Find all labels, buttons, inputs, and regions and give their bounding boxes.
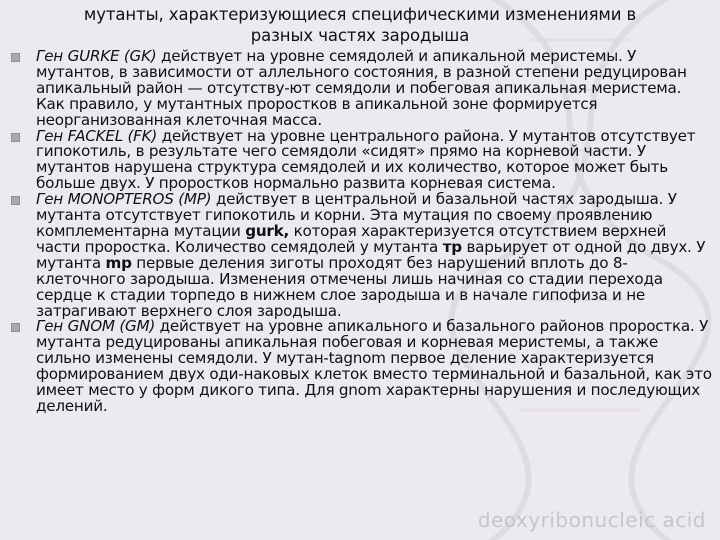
square-bullet-icon bbox=[11, 53, 20, 62]
bullet-list bbox=[10, 49, 712, 415]
bullet-text: действует на уровне апикального и базального районов проростка. У мутанта редуцированы апикальная побеговая и корневая меристемы, а также сильно изменены семядоли. У мутан-tagnom первое деление характеризуется формированием двух оди-наковых клеток вместо терминальной и базальной, как это имеет место у форм дикого типа. Для gnom характерны нарушения и последующих делений. bbox=[36, 317, 712, 415]
square-bullet-icon bbox=[11, 196, 20, 205]
bullet-text: варьирует от одной до двух. У мутанта bbox=[36, 237, 706, 272]
bullet-text: действует на уровне семядолей и апикальной меристемы. У мутантов, в зависимости от аллельного состояния, в разной степени редуцирован апикальный район — отсутству-ют семядоли и побеговая апикальная меристема. Как правило, у мутантных проростков в апикальной зоне формируется неорганизованная клеточная масса. bbox=[36, 47, 687, 129]
bullet-text: первые деления зиготы проходят без нарушений вплоть до 8-клеточного зародыша. Изменения отмечены лишь начиная со стадии перехода сердце к стадии торпедо в нижнем слое зародыша и в начале гипофиза и не затрагивают верхнего слоя зародыша. bbox=[36, 253, 663, 320]
gene-name: Ген GNOM (GM) bbox=[36, 317, 156, 336]
bullet-text: действует в центральной и базальной частях зародыша. У мутанта отсутствует гипокотиль и корни. Эта мутация по своему проявлению комплементарна мутации bbox=[36, 190, 677, 240]
gene-name: Ген FACKEL (FK) bbox=[36, 126, 158, 145]
bullet-text: которая характеризуется отсутствием верхней части проростка. Количество семядолей у мутанта bbox=[36, 221, 667, 256]
square-bullet-icon bbox=[11, 323, 20, 332]
bullet-text: действует на уровне центрального района. У мутантов отсутствует гипокотиль, в результате чего семядоли «сидят» прямо на корневой части. У мутантов нарушена структура семядолей и их количество, которое может быть больше двух. У проростков нормально развита корневая система. bbox=[36, 126, 696, 193]
gene-name: Ген GURKE (GK) bbox=[36, 47, 157, 65]
mutation-name: gurk, bbox=[245, 221, 290, 240]
watermark: deoxyribonucleic acid bbox=[477, 508, 706, 532]
bullet-gnom bbox=[10, 319, 712, 414]
title-line-2: разных частях зародыша bbox=[250, 26, 470, 45]
bullet-gurke bbox=[10, 49, 712, 129]
mutation-name: тр bbox=[442, 237, 462, 256]
square-bullet-icon bbox=[11, 133, 20, 142]
bullet-fackel bbox=[10, 126, 712, 193]
bullet-monopteros bbox=[10, 192, 712, 319]
title-line-1: мутанты, характеризующиеся специфическими изменениями в bbox=[83, 5, 637, 24]
gene-name: Ген MONOPTEROS (MP) bbox=[36, 190, 212, 209]
mutation-name: mp bbox=[105, 253, 132, 272]
slide-title bbox=[60, 4, 660, 46]
